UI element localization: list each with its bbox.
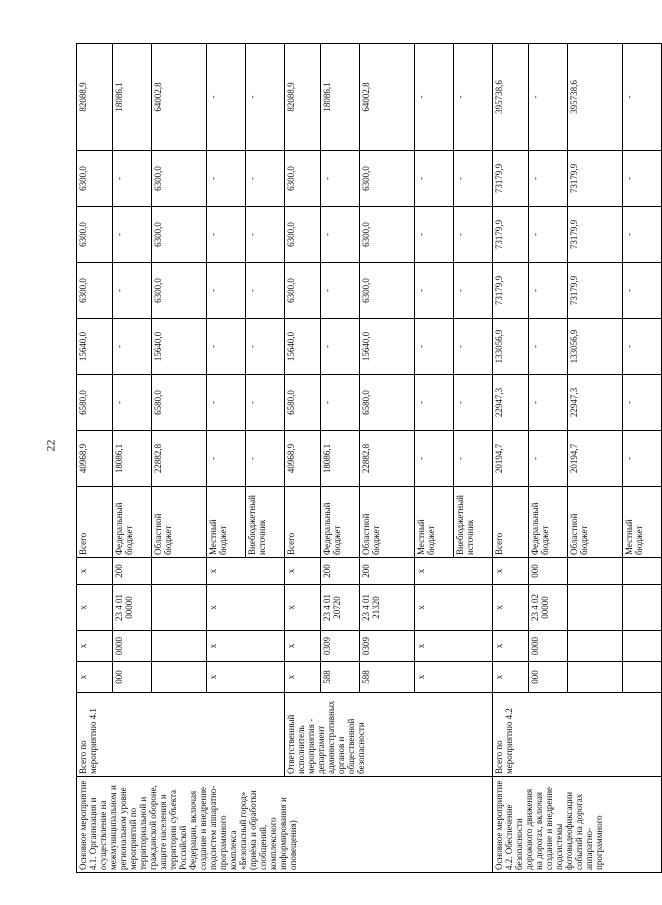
code-cell: х: [77, 585, 113, 631]
year-value-cell: -: [207, 375, 246, 431]
budget-table: [76, 43, 662, 873]
code-cell: х: [285, 585, 321, 631]
year-value-cell: -: [415, 207, 454, 263]
year-value-cell: 6300,0: [152, 207, 207, 263]
year-value-cell: 6300,0: [152, 263, 207, 319]
total-value-cell: -: [207, 44, 246, 151]
year-value-cell: -: [623, 375, 662, 431]
code-cell: [568, 585, 623, 631]
code-cell: [623, 662, 662, 693]
total-value-cell: -: [246, 44, 285, 151]
table-row: [285, 44, 321, 873]
year-value-cell: -: [415, 319, 454, 375]
code-cell: х: [285, 662, 321, 693]
total-value-cell: -: [415, 44, 454, 151]
year-value-cell: 22882,8: [152, 431, 207, 487]
code-cell: 200: [321, 558, 360, 585]
year-value-cell: -: [529, 375, 568, 431]
total-value-cell: 18086,1: [113, 44, 152, 151]
code-cell: 23 4 01 00000: [113, 585, 152, 631]
year-value-cell: -: [113, 207, 152, 263]
total-value-cell: -: [623, 44, 662, 151]
code-cell: [623, 585, 662, 631]
year-value-cell: -: [246, 263, 285, 319]
year-value-cell: 6300,0: [77, 151, 113, 207]
year-value-cell: -: [454, 263, 493, 319]
year-value-cell: 6300,0: [77, 263, 113, 319]
code-cell: [152, 662, 207, 693]
year-value-cell: -: [415, 263, 454, 319]
code-cell: [568, 662, 623, 693]
year-value-cell: 40968,9: [285, 431, 321, 487]
year-value-cell: -: [529, 319, 568, 375]
year-value-cell: -: [415, 431, 454, 487]
year-value-cell: 22947,3: [493, 375, 529, 431]
year-value-cell: 6300,0: [285, 207, 321, 263]
funding-source-label: Всего: [285, 487, 321, 558]
year-value-cell: 6300,0: [360, 263, 415, 319]
year-value-cell: -: [321, 151, 360, 207]
code-cell: 000: [113, 662, 152, 693]
code-cell: х: [207, 585, 285, 631]
funding-source-label: Внебюджетный источник: [246, 487, 285, 558]
year-value-cell: -: [623, 431, 662, 487]
year-value-cell: -: [415, 151, 454, 207]
sub-row-label: Всего по мероприятию 4.2: [493, 693, 662, 777]
year-value-cell: -: [207, 319, 246, 375]
year-value-cell: 6300,0: [285, 151, 321, 207]
year-value-cell: 133056,9: [493, 319, 529, 375]
code-cell: 0309: [321, 631, 360, 662]
total-value-cell: -: [529, 44, 568, 151]
year-value-cell: -: [246, 151, 285, 207]
sub-row-label: Всего по мероприятию 4.1: [77, 693, 285, 777]
total-value-cell: 395738,6: [568, 44, 623, 151]
code-cell: х: [207, 558, 285, 585]
year-value-cell: -: [321, 263, 360, 319]
year-value-cell: -: [454, 431, 493, 487]
year-value-cell: 15640,0: [360, 319, 415, 375]
code-cell: х: [415, 662, 493, 693]
code-cell: 000: [529, 558, 568, 585]
year-value-cell: -: [246, 375, 285, 431]
code-cell: 200: [113, 558, 152, 585]
page-number: 22: [43, 439, 58, 452]
year-value-cell: 6580,0: [285, 375, 321, 431]
code-cell: х: [493, 631, 529, 662]
year-value-cell: 18086,1: [321, 431, 360, 487]
total-value-cell: 82088,9: [285, 44, 321, 151]
year-value-cell: 73179,9: [568, 263, 623, 319]
year-value-cell: 6580,0: [152, 375, 207, 431]
code-cell: х: [493, 558, 529, 585]
funding-source-label: Федеральный бюджет: [321, 487, 360, 558]
code-cell: х: [207, 631, 285, 662]
code-cell: [152, 585, 207, 631]
year-value-cell: 73179,9: [493, 207, 529, 263]
sub-row-label: Ответственный исполнитель мероприятия - департамент административных органов и общественной безопасности: [285, 693, 493, 777]
code-cell: 23 4 02 00000: [529, 585, 568, 631]
code-cell: х: [285, 558, 321, 585]
code-cell: 200: [360, 558, 415, 585]
measure-title: Основное мероприятие 4.2. Обеспечение безопасности дорожного движения на дорогах, включая создание и внедрение подсистемы фотовидеофиксации событий на дорогах аппаратно-программного: [493, 777, 662, 873]
code-cell: х: [415, 585, 493, 631]
year-value-cell: -: [113, 263, 152, 319]
year-value-cell: -: [207, 263, 246, 319]
code-cell: [152, 558, 207, 585]
year-value-cell: -: [529, 207, 568, 263]
funding-source-label: Областной бюджет: [568, 487, 623, 558]
year-value-cell: 22882,8: [360, 431, 415, 487]
year-value-cell: -: [246, 319, 285, 375]
year-value-cell: -: [623, 319, 662, 375]
code-cell: 000: [529, 662, 568, 693]
code-cell: [152, 631, 207, 662]
year-value-cell: 73179,9: [568, 207, 623, 263]
year-value-cell: 73179,9: [568, 151, 623, 207]
code-cell: 588: [360, 662, 415, 693]
total-value-cell: 64002,8: [152, 44, 207, 151]
year-value-cell: -: [207, 151, 246, 207]
year-value-cell: -: [529, 151, 568, 207]
code-cell: [568, 558, 623, 585]
year-value-cell: -: [207, 431, 246, 487]
year-value-cell: 22947,3: [568, 375, 623, 431]
funding-source-label: Местный бюджет: [415, 487, 454, 558]
code-cell: х: [77, 631, 113, 662]
code-cell: [568, 631, 623, 662]
year-value-cell: -: [454, 375, 493, 431]
funding-source-label: Областной бюджет: [152, 487, 207, 558]
year-value-cell: -: [321, 319, 360, 375]
code-cell: х: [415, 558, 493, 585]
year-value-cell: -: [113, 151, 152, 207]
code-cell: [623, 631, 662, 662]
total-value-cell: 64002,8: [360, 44, 415, 151]
funding-source-label: Всего: [77, 487, 113, 558]
code-cell: х: [77, 662, 113, 693]
funding-source-label: Федеральный бюджет: [529, 487, 568, 558]
year-value-cell: 15640,0: [285, 319, 321, 375]
code-cell: х: [493, 662, 529, 693]
year-value-cell: -: [529, 431, 568, 487]
year-value-cell: 20194,7: [568, 431, 623, 487]
table-row: [493, 44, 529, 873]
code-cell: 23 4 01 20720: [321, 585, 360, 631]
funding-source-label: Внебюджетный источник: [454, 487, 493, 558]
year-value-cell: -: [113, 375, 152, 431]
year-value-cell: -: [246, 207, 285, 263]
year-value-cell: 15640,0: [77, 319, 113, 375]
code-cell: х: [285, 631, 321, 662]
year-value-cell: -: [321, 207, 360, 263]
year-value-cell: 18086,1: [113, 431, 152, 487]
year-value-cell: 6300,0: [360, 207, 415, 263]
year-value-cell: -: [623, 263, 662, 319]
funding-source-label: Всего: [493, 487, 529, 558]
code-cell: х: [415, 631, 493, 662]
year-value-cell: -: [529, 263, 568, 319]
code-cell: х: [493, 585, 529, 631]
year-value-cell: -: [454, 151, 493, 207]
total-value-cell: 18086,1: [321, 44, 360, 151]
year-value-cell: 73179,9: [493, 151, 529, 207]
year-value-cell: 15640,0: [152, 319, 207, 375]
year-value-cell: -: [454, 207, 493, 263]
code-cell: 0309: [360, 631, 415, 662]
year-value-cell: 73179,9: [493, 263, 529, 319]
year-value-cell: -: [454, 319, 493, 375]
code-cell: 0000: [113, 631, 152, 662]
year-value-cell: 6580,0: [77, 375, 113, 431]
funding-source-label: Областной бюджет: [360, 487, 415, 558]
code-cell: 588: [321, 662, 360, 693]
year-value-cell: 6580,0: [360, 375, 415, 431]
measure-title: Основное мероприятие 4.1. Организация и осуществление на межмуниципальном и региональном уровне мероприятий по территориальной и гражданской обороне, защите населения и территории субъекта Российской Федерации, включая создание и внедрение подсистем аппаратно-программного комплекса «Безопасный город» (приёма и обработки сообщений, комплексного информирования и оповещения): [77, 777, 493, 873]
year-value-cell: -: [415, 375, 454, 431]
funding-source-label: Федеральный бюджет: [113, 487, 152, 558]
table-row: [77, 44, 113, 873]
budget-table-rotated: [76, 43, 644, 873]
year-value-cell: -: [321, 375, 360, 431]
year-value-cell: 133056,9: [568, 319, 623, 375]
code-cell: х: [77, 558, 113, 585]
year-value-cell: 40968,9: [77, 431, 113, 487]
year-value-cell: 6300,0: [77, 207, 113, 263]
total-value-cell: 395738,6: [493, 44, 529, 151]
code-cell: 23 4 01 21320: [360, 585, 415, 631]
code-cell: х: [207, 662, 285, 693]
year-value-cell: -: [207, 207, 246, 263]
code-cell: [623, 558, 662, 585]
total-value-cell: 82088,9: [77, 44, 113, 151]
code-cell: 0000: [529, 631, 568, 662]
year-value-cell: -: [623, 151, 662, 207]
year-value-cell: -: [113, 319, 152, 375]
year-value-cell: 6300,0: [360, 151, 415, 207]
year-value-cell: 6300,0: [152, 151, 207, 207]
year-value-cell: 6300,0: [285, 263, 321, 319]
funding-source-label: Местный бюджет: [623, 487, 662, 558]
year-value-cell: -: [246, 431, 285, 487]
year-value-cell: 20194,7: [493, 431, 529, 487]
total-value-cell: -: [454, 44, 493, 151]
funding-source-label: Местный бюджет: [207, 487, 246, 558]
year-value-cell: -: [623, 207, 662, 263]
